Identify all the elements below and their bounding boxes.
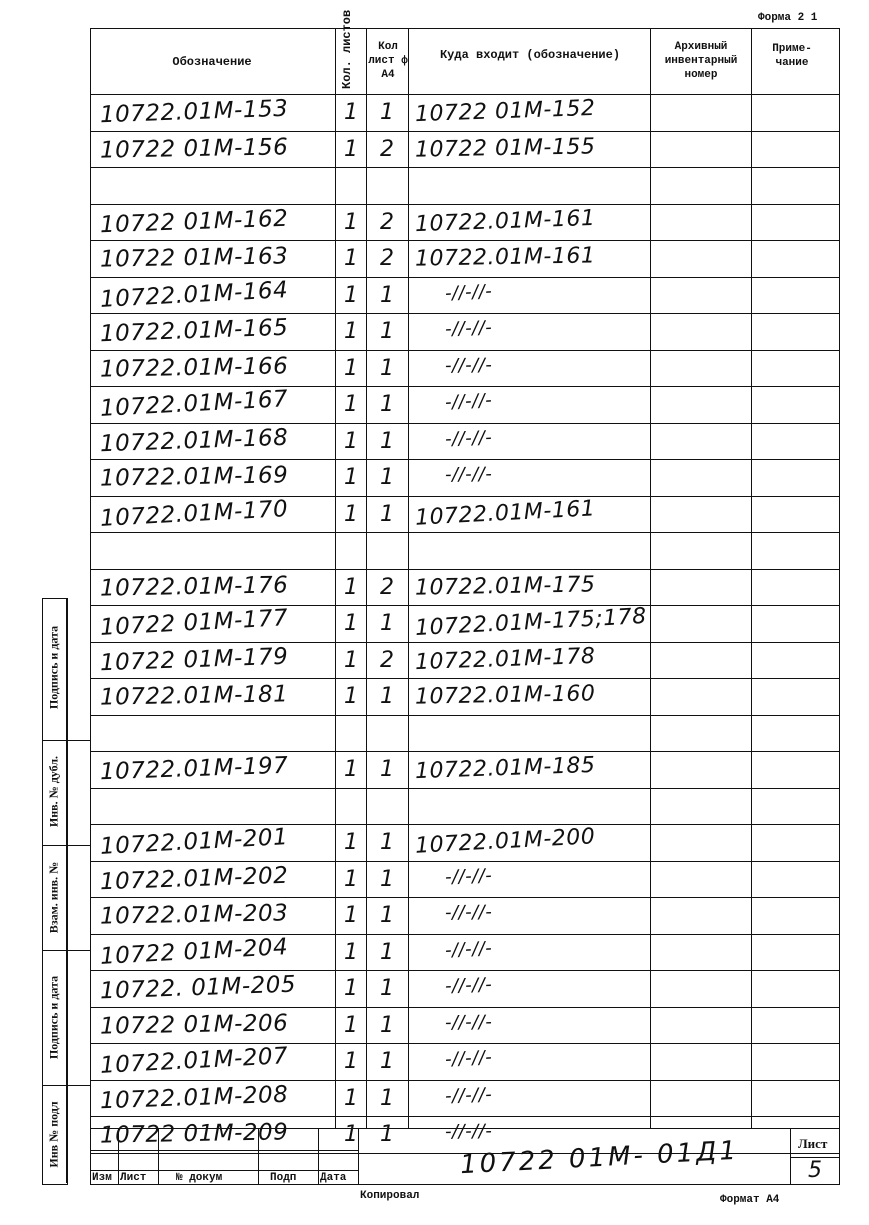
row-designation: 10722 01M-163: [99, 243, 289, 273]
row-a4: 1: [380, 1049, 394, 1074]
row-sheets: 1: [344, 757, 358, 782]
row-a4: 1: [380, 976, 394, 1001]
row-sheets: 1: [344, 1085, 358, 1111]
row-designation: 10722.01M-176: [99, 571, 289, 602]
row-a4: 1: [380, 1085, 394, 1111]
row-where-used: -//-//-: [444, 974, 493, 997]
row-where-used: -//-//-: [444, 1046, 493, 1071]
row-sheets: 1: [344, 903, 358, 928]
table-row: [0, 934, 869, 971]
row-a4: 2: [380, 574, 394, 600]
row-designation: 10722.01M-170: [99, 495, 289, 532]
table-row: [0, 131, 869, 168]
row-sheets: 1: [344, 246, 358, 271]
row-sheets: 1: [344, 647, 358, 673]
title-col-list: Лист: [120, 1172, 147, 1184]
row-sheets: 1: [344, 428, 358, 454]
row-designation: 10722.01M-169: [99, 462, 289, 492]
row-designation: 10722.01M-203: [99, 900, 289, 930]
table-row: [0, 94, 869, 131]
row-where-used: 10722 01M-155: [414, 133, 596, 163]
row-where-used: 10722 01M-152: [414, 95, 596, 128]
header-sheets-count: Кол. листов: [340, 9, 354, 89]
row-designation: 10722.01M-167: [99, 386, 289, 422]
side-inv-dup: Инв. № дубл.: [46, 755, 61, 828]
row-a4: 1: [380, 611, 394, 636]
table-row: [0, 459, 869, 496]
table-row: [0, 1080, 869, 1117]
table-row: [0, 605, 869, 642]
table-row: [0, 788, 869, 825]
row-a4: 1: [380, 830, 394, 855]
row-sheets: 1: [344, 611, 358, 636]
row-where-used: -//-//-: [444, 463, 493, 486]
row-where-used: -//-//-: [444, 280, 493, 304]
table-row: [0, 569, 869, 606]
footer-format: Формат А4: [720, 1194, 780, 1206]
row-sheets: 1: [344, 501, 358, 527]
row-where-used: 10722.01M-185: [414, 752, 596, 785]
row-a4: 1: [380, 1012, 394, 1038]
row-a4: 1: [380, 939, 394, 965]
row-sheets: 1: [344, 1012, 358, 1038]
footer-copied: Копировал: [360, 1190, 420, 1202]
header-a4-count: Кол лист ф А4: [368, 41, 408, 81]
row-where-used: 10722.01M-175;178: [414, 603, 648, 642]
title-col-izm: Изм: [92, 1172, 112, 1184]
title-col-date: Дата: [320, 1172, 347, 1184]
row-a4: 1: [380, 757, 394, 782]
table-row: [0, 313, 869, 350]
row-a4: 1: [380, 428, 394, 454]
table-row: [0, 1043, 869, 1080]
row-sheets: 1: [344, 939, 358, 965]
row-sheets: 1: [344, 392, 358, 417]
table-row: [0, 861, 869, 898]
table-row: [0, 496, 869, 533]
row-a4: 1: [380, 903, 394, 928]
row-designation: 10722 01M-209: [99, 1119, 289, 1149]
row-designation: 10722.01M-208: [99, 1081, 289, 1114]
row-designation: 10722.01M-207: [99, 1043, 289, 1079]
row-a4: 1: [380, 100, 394, 125]
row-designation: 10722.01M-197: [99, 752, 289, 786]
row-sheets: 1: [344, 355, 358, 381]
row-where-used: -//-//-: [444, 389, 493, 414]
row-designation: 10722. 01M-205: [99, 971, 297, 1005]
row-designation: 10722 01M-204: [99, 933, 289, 970]
title-col-doc: № докум: [176, 1172, 223, 1184]
row-designation: 10722 01M-177: [99, 605, 289, 641]
table-row: [0, 1007, 869, 1044]
header-designation: Обозначение: [172, 55, 252, 69]
row-designation: 10722.01M-201: [99, 824, 289, 860]
row-where-used: -//-//-: [444, 317, 493, 340]
sheet-number: 5: [808, 1158, 823, 1183]
row-where-used: 10722.01M-161: [414, 243, 596, 272]
row-designation: 10722.01M-166: [99, 352, 289, 383]
header-note: Приме- чание: [772, 43, 812, 69]
row-sheets: 1: [344, 465, 358, 490]
row-a4: 1: [380, 465, 394, 490]
row-where-used: -//-//-: [444, 1083, 493, 1107]
row-a4: 2: [380, 136, 394, 162]
table-row: [0, 824, 869, 861]
side-sign-date-1: Подпись и дата: [46, 625, 61, 710]
row-where-used: -//-//-: [444, 937, 493, 961]
table-row: [0, 678, 869, 715]
row-sheets: 1: [344, 684, 358, 709]
row-a4: 1: [380, 355, 394, 381]
row-designation: 10722.01M-202: [99, 862, 289, 895]
row-designation: 10722 01M-156: [99, 133, 289, 164]
title-col-sign: Подп: [270, 1172, 297, 1184]
header-where-used: Куда входит (обозначение): [439, 48, 621, 62]
row-where-used: -//-//-: [444, 354, 493, 376]
row-where-used: 10722.01M-200: [414, 824, 596, 859]
row-designation: 10722.01M-165: [99, 314, 289, 348]
row-a4: 2: [380, 647, 394, 673]
side-sign-date-2: Подпись и дата: [46, 975, 61, 1060]
row-designation: 10722.01M-153: [99, 95, 289, 129]
row-sheets: 1: [344, 209, 358, 235]
table-row: [0, 423, 869, 460]
row-designation: 10722 01M-162: [99, 205, 289, 238]
row-sheets: 1: [344, 319, 358, 344]
row-where-used: 10722.01M-161: [414, 205, 596, 237]
row-where-used: -//-//-: [444, 901, 493, 924]
form-label: Форма 2 1: [758, 12, 818, 24]
side-inv-orig: Инв № подл: [46, 1101, 61, 1168]
row-sheets: 1: [344, 100, 358, 125]
row-designation: 10722.01M-168: [99, 424, 289, 457]
table-row: [0, 386, 869, 423]
row-a4: 1: [380, 282, 394, 308]
row-where-used: -//-//-: [444, 1120, 493, 1143]
row-sheets: 1: [344, 282, 358, 308]
header-archive-number: Архивный инвентарный номер: [664, 41, 738, 81]
row-where-used: -//-//-: [444, 426, 493, 450]
row-sheets: 1: [344, 1049, 358, 1074]
row-a4: 2: [380, 209, 394, 235]
row-a4: 2: [380, 246, 394, 271]
table-row: [0, 897, 869, 934]
row-sheets: 1: [344, 574, 358, 600]
table-row: [0, 642, 869, 679]
row-sheets: 1: [344, 136, 358, 162]
table-row: [0, 204, 869, 241]
side-vzam-inv: Взам. инв. №: [46, 861, 61, 934]
row-a4: 1: [380, 866, 394, 892]
row-a4: 1: [380, 501, 394, 527]
row-a4: 1: [380, 392, 394, 417]
table-row: [0, 532, 869, 569]
row-designation: 10722.01M-181: [99, 681, 289, 711]
table-row: [0, 751, 869, 788]
row-where-used: -//-//-: [444, 864, 493, 888]
row-sheets: 1: [344, 866, 358, 892]
row-sheets: 1: [344, 830, 358, 855]
table-row: [0, 277, 869, 314]
row-where-used: 10722.01M-161: [414, 495, 596, 531]
row-a4: 1: [380, 1122, 394, 1147]
row-sheets: 1: [344, 1122, 358, 1147]
row-sheets: 1: [344, 976, 358, 1001]
table-row: [0, 240, 869, 277]
table-row: [0, 350, 869, 387]
row-where-used: 10722.01M-178: [414, 643, 596, 675]
row-where-used: 10722.01M-160: [414, 681, 596, 710]
table-row: [0, 715, 869, 752]
sheet-label: Лист: [798, 1136, 828, 1151]
table-row: [0, 970, 869, 1007]
row-where-used: 10722.01M-175: [414, 571, 596, 601]
table-row: [0, 167, 869, 204]
row-a4: 1: [380, 319, 394, 344]
row-designation: 10722 01M-179: [99, 643, 289, 676]
row-designation: 10722.01M-164: [99, 276, 289, 313]
row-a4: 1: [380, 684, 394, 709]
row-designation: 10722 01M-206: [99, 1009, 289, 1040]
row-where-used: -//-//-: [444, 1011, 493, 1033]
document-number: 10722 01M- 01Д1: [459, 1135, 740, 1181]
